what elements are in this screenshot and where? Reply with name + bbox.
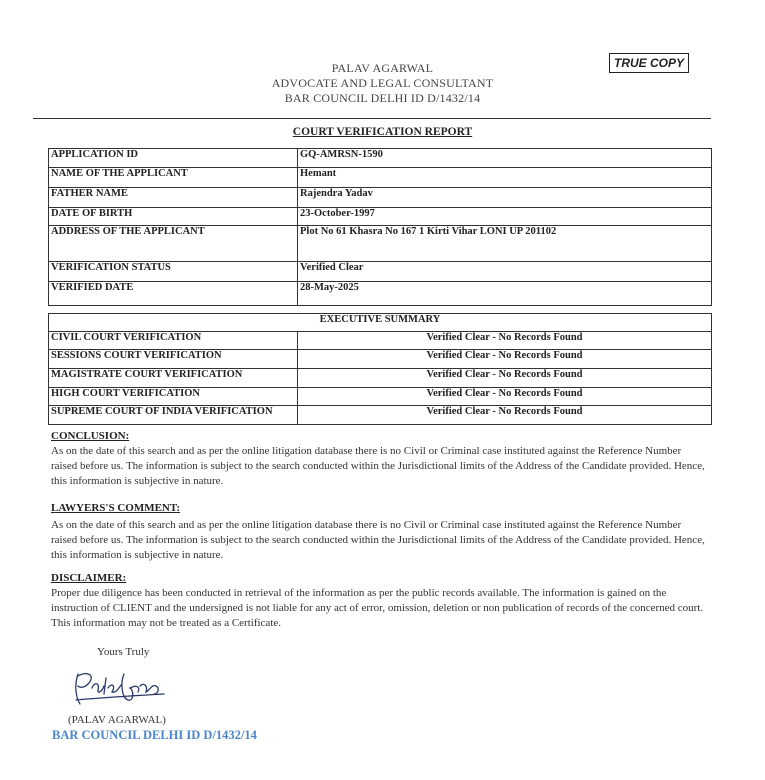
summary-label: MAGISTRATE COURT VERIFICATION [49, 369, 298, 388]
table-row [49, 226, 712, 262]
lawyers-comment-heading: LAWYERS'S COMMENT: [51, 502, 181, 514]
summary-heading-row [49, 314, 712, 332]
header-divider [33, 118, 711, 119]
detail-label: VERIFICATION STATUS [49, 262, 298, 282]
detail-label: APPLICATION ID [49, 149, 298, 168]
detail-value: Verified Clear [298, 262, 712, 282]
summary-value: Verified Clear - No Records Found [298, 369, 712, 388]
signatory-name: (PALAV AGARWAL) [68, 714, 166, 726]
report-title: COURT VERIFICATION REPORT [292, 126, 473, 138]
closing-text: Yours Truly [97, 646, 150, 658]
detail-value: Rajendra Yadav [298, 188, 712, 208]
detail-value: 23-October-1997 [298, 208, 712, 226]
disclaimer-text: Proper due diligence has been conducted in retrieval of the information as per the public records available. The information is gained on the instruction of CLIENT and the undersigned is not liable for any act of error, omission, deletion or non publication of records of the concerned court. This information may not be treated as a Certificate. [51, 587, 704, 629]
summary-label: HIGH COURT VERIFICATION [49, 388, 298, 406]
table-row [49, 406, 712, 425]
table-row [49, 262, 712, 282]
table-row [49, 282, 712, 306]
advocate-designation: ADVOCATE AND LEGAL CONSULTANT [271, 76, 494, 90]
detail-value: GQ-AMRSN-1590 [298, 149, 712, 168]
table-row [49, 369, 712, 388]
table-row [49, 332, 712, 350]
summary-label: SESSIONS COURT VERIFICATION [49, 350, 298, 369]
summary-label: CIVIL COURT VERIFICATION [49, 332, 298, 350]
table-row [49, 149, 712, 168]
summary-heading: EXECUTIVE SUMMARY [49, 314, 712, 332]
signatory-bar-council-id: BAR COUNCIL DELHI ID D/1432/14 [52, 728, 257, 742]
detail-value: Plot No 61 Khasra No 167 1 Kirti Vihar LONI UP 201102 [298, 226, 712, 262]
handwritten-signature [68, 664, 168, 708]
summary-value: Verified Clear - No Records Found [298, 388, 712, 406]
table-row [49, 388, 712, 406]
detail-label: VERIFIED DATE [49, 282, 298, 306]
disclaimer-heading: DISCLAIMER: [51, 572, 127, 584]
summary-value: Verified Clear - No Records Found [298, 350, 712, 369]
true-copy-stamp: TRUE COPY [609, 53, 689, 73]
detail-value: Hemant [298, 168, 712, 188]
table-row [49, 350, 712, 369]
advocate-name: PALAV AGARWAL [331, 61, 434, 75]
applicant-details-table [48, 148, 712, 306]
detail-label: ADDRESS OF THE APPLICANT [49, 226, 298, 262]
summary-value: Verified Clear - No Records Found [298, 332, 712, 350]
table-row [49, 168, 712, 188]
table-row [49, 208, 712, 226]
table-row [49, 188, 712, 208]
detail-label: DATE OF BIRTH [49, 208, 298, 226]
bar-council-id: BAR COUNCIL DELHI ID D/1432/14 [284, 91, 481, 105]
detail-label: FATHER NAME [49, 188, 298, 208]
conclusion-text: As on the date of this search and as per the online litigation database there is no Civil or Criminal case instituted against the Reference Number raised before us. The information is subject to the search conducted within the Jurisdictional limits of the Address of the Candidate provided. Hence, this information is subjective in nature. [51, 445, 705, 487]
executive-summary-table [48, 313, 712, 425]
summary-value: Verified Clear - No Records Found [298, 406, 712, 425]
detail-label: NAME OF THE APPLICANT [49, 168, 298, 188]
lawyers-comment-text: As on the date of this search and as per the online litigation database there is no Civil or Criminal case instituted against the Reference Number raised before us. The information is subject to the search conducted within the Jurisdictional limits of the Address of the Candidate provided. Hence, this information is subjective in nature. [51, 519, 705, 561]
conclusion-heading: CONCLUSION: [51, 430, 130, 442]
detail-value: 28-May-2025 [298, 282, 712, 306]
summary-label: SUPREME COURT OF INDIA VERIFICATION [49, 406, 298, 425]
